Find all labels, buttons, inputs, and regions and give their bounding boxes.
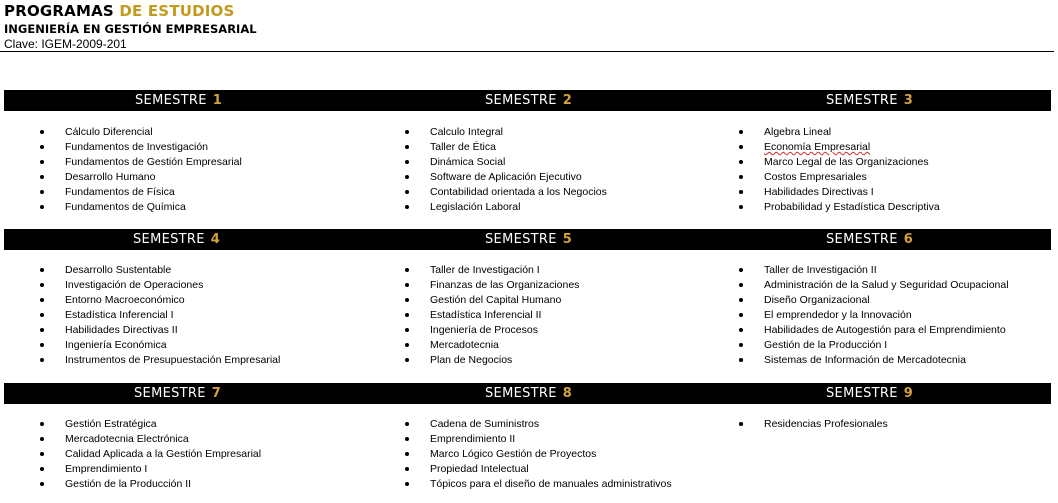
course-list-semester-8 xyxy=(405,417,672,492)
list-item: Fundamentos de Física xyxy=(40,185,242,200)
list-item: Entorno Macroeconómico xyxy=(40,293,280,308)
semester-number: 2 xyxy=(562,93,572,108)
semester-band-row-3 xyxy=(4,383,1051,404)
list-item: Calidad Aplicada a la Gestión Empresarial xyxy=(40,447,261,462)
semester-band-row-2 xyxy=(4,229,1051,250)
list-item: Dinámica Social xyxy=(405,155,607,170)
list-item: Fundamentos de Gestión Empresarial xyxy=(40,155,242,170)
spellcheck-flagged-text: Economía Empresarial xyxy=(764,141,871,153)
semester-number: 3 xyxy=(903,93,913,108)
list-item: Probabilidad y Estadística Descriptiva xyxy=(739,200,940,215)
semester-number: 9 xyxy=(903,386,913,401)
semester-label: SEMESTRE xyxy=(485,232,557,247)
list-item: Investigación de Operaciones xyxy=(40,278,280,293)
list-item: Gestión Estratégica xyxy=(40,417,261,432)
semester-heading-4 xyxy=(133,229,220,250)
header-divider xyxy=(0,51,1054,52)
list-item: Taller de Investigación I xyxy=(405,263,579,278)
list-item: Contabilidad orientada a los Negocios xyxy=(405,185,607,200)
list-item: Cálculo Diferencial xyxy=(40,125,242,140)
list-item: Diseño Organizacional xyxy=(739,293,1009,308)
list-item: Instrumentos de Presupuestación Empresarial xyxy=(40,353,280,368)
program-name: INGENIERÍA EN GESTIÓN EMPRESARIAL xyxy=(4,22,257,36)
list-item: Tópicos para el diseño de manuales administrativos xyxy=(405,477,672,492)
list-item: El emprendedor y la Innovación xyxy=(739,308,1009,323)
semester-heading-8 xyxy=(485,383,572,404)
list-item: Costos Empresariales xyxy=(739,170,940,185)
list-item: Fundamentos de Investigación xyxy=(40,140,242,155)
course-list-semester-5 xyxy=(405,263,579,368)
list-item: Cadena de Suministros xyxy=(405,417,672,432)
course-list-semester-4 xyxy=(40,263,280,368)
list-item: Mercadotecnia Electrónica xyxy=(40,432,261,447)
semester-number: 1 xyxy=(212,93,222,108)
title-part-2: DE ESTUDIOS xyxy=(119,2,235,20)
semester-number: 4 xyxy=(210,232,220,247)
semester-band-row-1 xyxy=(4,90,1051,111)
list-item: Administración de la Salud y Seguridad Ocupacional xyxy=(739,278,1009,293)
list-item: Sistemas de Información de Mercadotecnia xyxy=(739,353,1009,368)
list-item: Fundamentos de Química xyxy=(40,200,242,215)
list-item: Residencias Profesionales xyxy=(739,417,888,432)
list-item: Habilidades Directivas II xyxy=(40,323,280,338)
semester-label: SEMESTRE xyxy=(826,386,898,401)
list-item: Marco Lógico Gestión de Proyectos xyxy=(405,447,672,462)
list-item: Gestión del Capital Humano xyxy=(405,293,579,308)
list-item: Taller de Ética xyxy=(405,140,607,155)
document-header xyxy=(4,2,1054,52)
list-item: Ingeniería Económica xyxy=(40,338,280,353)
semester-label: SEMESTRE xyxy=(134,386,206,401)
semester-number: 8 xyxy=(562,386,572,401)
list-item: Gestión de la Producción II xyxy=(40,477,261,492)
semester-label: SEMESTRE xyxy=(485,93,557,108)
course-list-semester-2 xyxy=(405,125,607,215)
semester-number: 5 xyxy=(562,232,572,247)
semester-number: 6 xyxy=(903,232,913,247)
list-item: Estadística Inferencial II xyxy=(405,308,579,323)
semester-label: SEMESTRE xyxy=(826,93,898,108)
semester-heading-5 xyxy=(485,229,572,250)
semester-number: 7 xyxy=(211,386,221,401)
list-item: Mercadotecnia xyxy=(405,338,579,353)
list-item: Plan de Negocios xyxy=(405,353,579,368)
list-item: Gestión de la Producción I xyxy=(739,338,1009,353)
semester-heading-3 xyxy=(826,90,913,111)
list-item: Habilidades de Autogestión para el Emprendimiento xyxy=(739,323,1009,338)
list-item: Habilidades Directivas I xyxy=(739,185,940,200)
semester-heading-6 xyxy=(826,229,913,250)
title-part-1: PROGRAMAS xyxy=(4,2,114,20)
list-item: Calculo Integral xyxy=(405,125,607,140)
list-item: Emprendimiento II xyxy=(405,432,672,447)
semester-heading-1 xyxy=(135,90,222,111)
semester-label: SEMESTRE xyxy=(135,93,207,108)
semester-label: SEMESTRE xyxy=(133,232,205,247)
course-list-semester-6 xyxy=(739,263,1009,368)
list-item: Software de Aplicación Ejecutivo xyxy=(405,170,607,185)
semester-heading-7 xyxy=(134,383,221,404)
list-item: Algebra Lineal xyxy=(739,125,940,140)
course-list-semester-7 xyxy=(40,417,261,492)
course-list-semester-1 xyxy=(40,125,242,215)
list-item: Estadística Inferencial I xyxy=(40,308,280,323)
list-item: Marco Legal de las Organizaciones xyxy=(739,155,940,170)
list-item: Ingeniería de Procesos xyxy=(405,323,579,338)
list-item: Finanzas de las Organizaciones xyxy=(405,278,579,293)
semester-heading-2 xyxy=(485,90,572,111)
list-item: Taller de Investigación II xyxy=(739,263,1009,278)
semester-heading-9 xyxy=(826,383,913,404)
course-list-semester-9 xyxy=(739,417,888,432)
list-item: Propiedad Intelectual xyxy=(405,462,672,477)
course-list-semester-3 xyxy=(739,125,940,215)
semester-label: SEMESTRE xyxy=(485,386,557,401)
list-item: Legislación Laboral xyxy=(405,200,607,215)
program-code: Clave: IGEM-2009-201 xyxy=(4,37,127,51)
page-title xyxy=(4,2,1054,20)
list-item xyxy=(739,140,940,155)
list-item: Desarrollo Sustentable xyxy=(40,263,280,278)
semester-label: SEMESTRE xyxy=(826,232,898,247)
list-item: Emprendimiento I xyxy=(40,462,261,477)
list-item: Desarrollo Humano xyxy=(40,170,242,185)
